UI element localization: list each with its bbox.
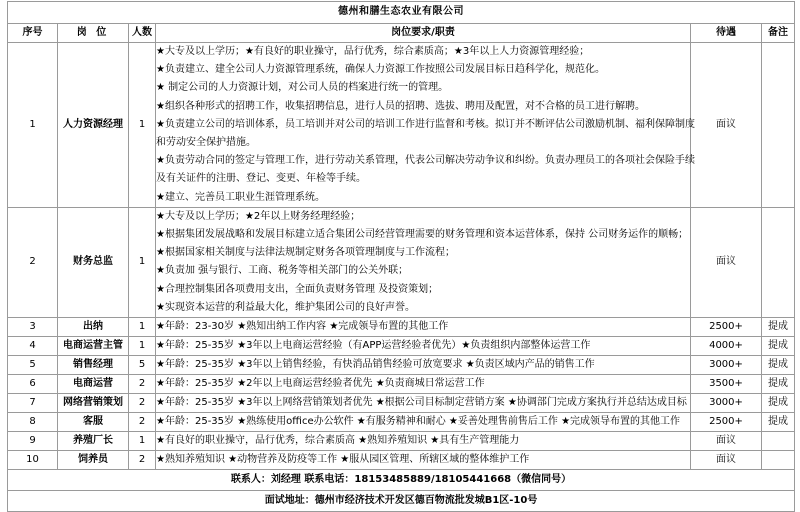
row-note <box>762 43 795 208</box>
row-post: 养殖厂长 <box>58 432 129 451</box>
row-post: 人力资源经理 <box>58 43 129 208</box>
row-count: 1 <box>129 432 156 451</box>
table-row <box>8 394 795 413</box>
row-seq: 8 <box>8 413 58 432</box>
table-row <box>8 413 795 432</box>
row-post: 电商运营 <box>58 375 129 394</box>
duty-line: 及有关证件的注册、登记、变更、年检等手续。 <box>156 173 366 185</box>
row-count: 5 <box>129 356 156 375</box>
header-count: 人数 <box>129 24 156 43</box>
duty-line: ★合理控制集团各项费用支出，全面负责财务管理 及投资策划； <box>156 283 439 295</box>
row-seq: 6 <box>8 375 58 394</box>
row-seq: 7 <box>8 394 58 413</box>
duty-text: ★熟知养殖知识 ★动物营养及防疫等工作 ★服从园区管理、所辖区域的整体维护工作 <box>156 454 530 466</box>
table-row <box>8 318 795 337</box>
duty-line-list <box>156 43 695 207</box>
duty-line: ★组织各种形式的招聘工作，收集招聘信息，进行人员的招聘、选拔、聘用及配置，对不合格的员工进行解聘。 <box>156 100 645 112</box>
table-title-row <box>8 2 795 24</box>
row-pay: 面议 <box>691 432 762 451</box>
row-post: 电商运营主管 <box>58 337 129 356</box>
header-pay: 待遇 <box>691 24 762 43</box>
duty-line: ★负责建立公司的培训体系，员工培训并对公司的培训工作进行监督和考核。拟订并不断评估公司激励机制、福利保障制度 <box>156 118 695 130</box>
duty-text: ★年龄：25-35岁 ★2年以上电商运营经验者优先 ★负责商城日常运营工作 <box>156 378 485 390</box>
row-post: 财务总监 <box>58 207 129 317</box>
duty-text: ★年龄：25-35岁 ★3年以上电商运营经验（有APP运营经验者优先）★负责组织内部整体运营工作 <box>156 340 591 352</box>
company-title: 德州和膳生态农业有限公司 <box>8 2 795 24</box>
row-count: 1 <box>129 43 156 208</box>
duty-line: ★实现资本运营的利益最大化，维护集团公司的良好声誉。 <box>156 301 415 313</box>
contact-info: 联系人：刘经理 联系电话：18153485889/18105441668（微信同号） <box>8 470 795 491</box>
row-pay: 4000+ <box>691 337 762 356</box>
header-seq: 序号 <box>8 24 58 43</box>
table-row <box>8 375 795 394</box>
duty-line: ★负责加 强与银行、工商、税务等相关部门的公关外联； <box>156 265 409 277</box>
footer-contact-row <box>8 470 795 491</box>
header-duty: 岗位要求/职责 <box>156 24 691 43</box>
row-pay: 面议 <box>691 451 762 470</box>
table-header-row <box>8 24 795 43</box>
row-post: 网络营销策划 <box>58 394 129 413</box>
row-duty <box>156 337 691 356</box>
duty-line: ★根据国家相关制度与法律法规制定财务各项管理制度与工作流程； <box>156 247 455 259</box>
row-seq: 9 <box>8 432 58 451</box>
row-count: 2 <box>129 451 156 470</box>
table-row <box>8 43 795 208</box>
header-post: 岗 位 <box>58 24 129 43</box>
row-pay: 3000+ <box>691 356 762 375</box>
duty-line: ★建立、完善员工职业生涯管理系统。 <box>156 191 325 203</box>
recruitment-table <box>7 1 795 512</box>
row-duty <box>156 413 691 432</box>
row-seq: 4 <box>8 337 58 356</box>
row-pay: 面议 <box>691 207 762 317</box>
row-note <box>762 207 795 317</box>
row-pay: 2500+ <box>691 318 762 337</box>
header-note: 备注 <box>762 24 795 43</box>
row-pay: 面议 <box>691 43 762 208</box>
spreadsheet-canvas <box>0 1 800 506</box>
duty-line-list <box>156 208 690 317</box>
row-pay: 3000+ <box>691 394 762 413</box>
duty-text: ★年龄：25-35岁 ★3年以上网络营销策划者优先 ★根据公司目标制定营销方案 ★协调部门完成方案执行并总结达成目标 <box>156 397 687 409</box>
row-duty <box>156 43 695 208</box>
row-post: 客服 <box>58 413 129 432</box>
row-duty <box>156 375 691 394</box>
row-note: 提成 <box>762 413 795 432</box>
row-count: 1 <box>129 207 156 317</box>
row-note: 提成 <box>762 375 795 394</box>
row-post: 销售经理 <box>58 356 129 375</box>
row-pay: 3500+ <box>691 375 762 394</box>
row-count: 1 <box>129 337 156 356</box>
row-note <box>762 432 795 451</box>
row-note: 提成 <box>762 318 795 337</box>
duty-text: ★有良好的职业操守，品行优秀，综合素质高 ★熟知养殖知识 ★具有生产管理能力 <box>156 435 520 447</box>
row-duty <box>156 394 691 413</box>
table-row <box>8 356 795 375</box>
row-duty <box>156 318 691 337</box>
duty-line: ★根据集团发展战略和发展目标建立适合集团公司经营管理需要的财务管理和资本运营体系，保持 公司财务运作的顺畅； <box>156 229 689 241</box>
duty-text: ★年龄：23-30岁 ★熟知出纳工作内容 ★完成领导布置的其他工作 <box>156 321 449 333</box>
row-count: 1 <box>129 318 156 337</box>
row-seq: 3 <box>8 318 58 337</box>
duty-line: ★大专及以上学历；★2年以上财务经理经验； <box>156 210 361 222</box>
row-post: 饲养员 <box>58 451 129 470</box>
duty-line: ★负责劳动合同的签定与管理工作，进行劳动关系管理，代表公司解决劳动争议和纠纷。负责办理员工的各项社会保险手续 <box>156 155 695 167</box>
duty-text: ★年龄：25-35岁 ★3年以上销售经验，有快消品销售经验可放宽要求 ★负责区域内产品的销售工作 <box>156 359 595 371</box>
duty-line: 和劳动安全保护措施。 <box>156 137 256 149</box>
row-count: 2 <box>129 394 156 413</box>
table-row <box>8 451 795 470</box>
row-seq: 2 <box>8 207 58 317</box>
table-row <box>8 337 795 356</box>
row-duty <box>156 356 691 375</box>
row-pay: 2500+ <box>691 413 762 432</box>
duty-line: ★大专及以上学历；★有良好的职业操守，品行优秀，综合素质高；★3年以上人力资源管理经验； <box>156 46 590 57</box>
row-note <box>762 451 795 470</box>
row-seq: 5 <box>8 356 58 375</box>
table-row <box>8 432 795 451</box>
row-seq: 1 <box>8 43 58 208</box>
row-post: 出纳 <box>58 318 129 337</box>
duty-line: ★负责建立、建全公司人力资源管理系统，确保人力资源工作按照公司发展目标日趋科学化，规范化。 <box>156 64 605 76</box>
row-duty <box>156 451 691 470</box>
interview-address: 面试地址：德州市经济技术开发区德百物流批发城B1区-10号 <box>8 491 795 512</box>
row-duty <box>156 207 691 317</box>
row-duty <box>156 432 691 451</box>
row-count: 2 <box>129 413 156 432</box>
row-count: 2 <box>129 375 156 394</box>
duty-line: ★ 制定公司的人力资源计划，对公司人员的档案进行统一的管理。 <box>156 82 449 94</box>
row-note: 提成 <box>762 356 795 375</box>
duty-text: ★年龄：25-35岁 ★熟练使用office办公软件 ★有服务精神和耐心 ★妥善处理售前售后工作 ★完成领导布置的其他工作 <box>156 416 681 428</box>
table-row <box>8 207 795 317</box>
row-note: 提成 <box>762 394 795 413</box>
row-note: 提成 <box>762 337 795 356</box>
row-seq: 10 <box>8 451 58 470</box>
footer-address-row <box>8 491 795 512</box>
